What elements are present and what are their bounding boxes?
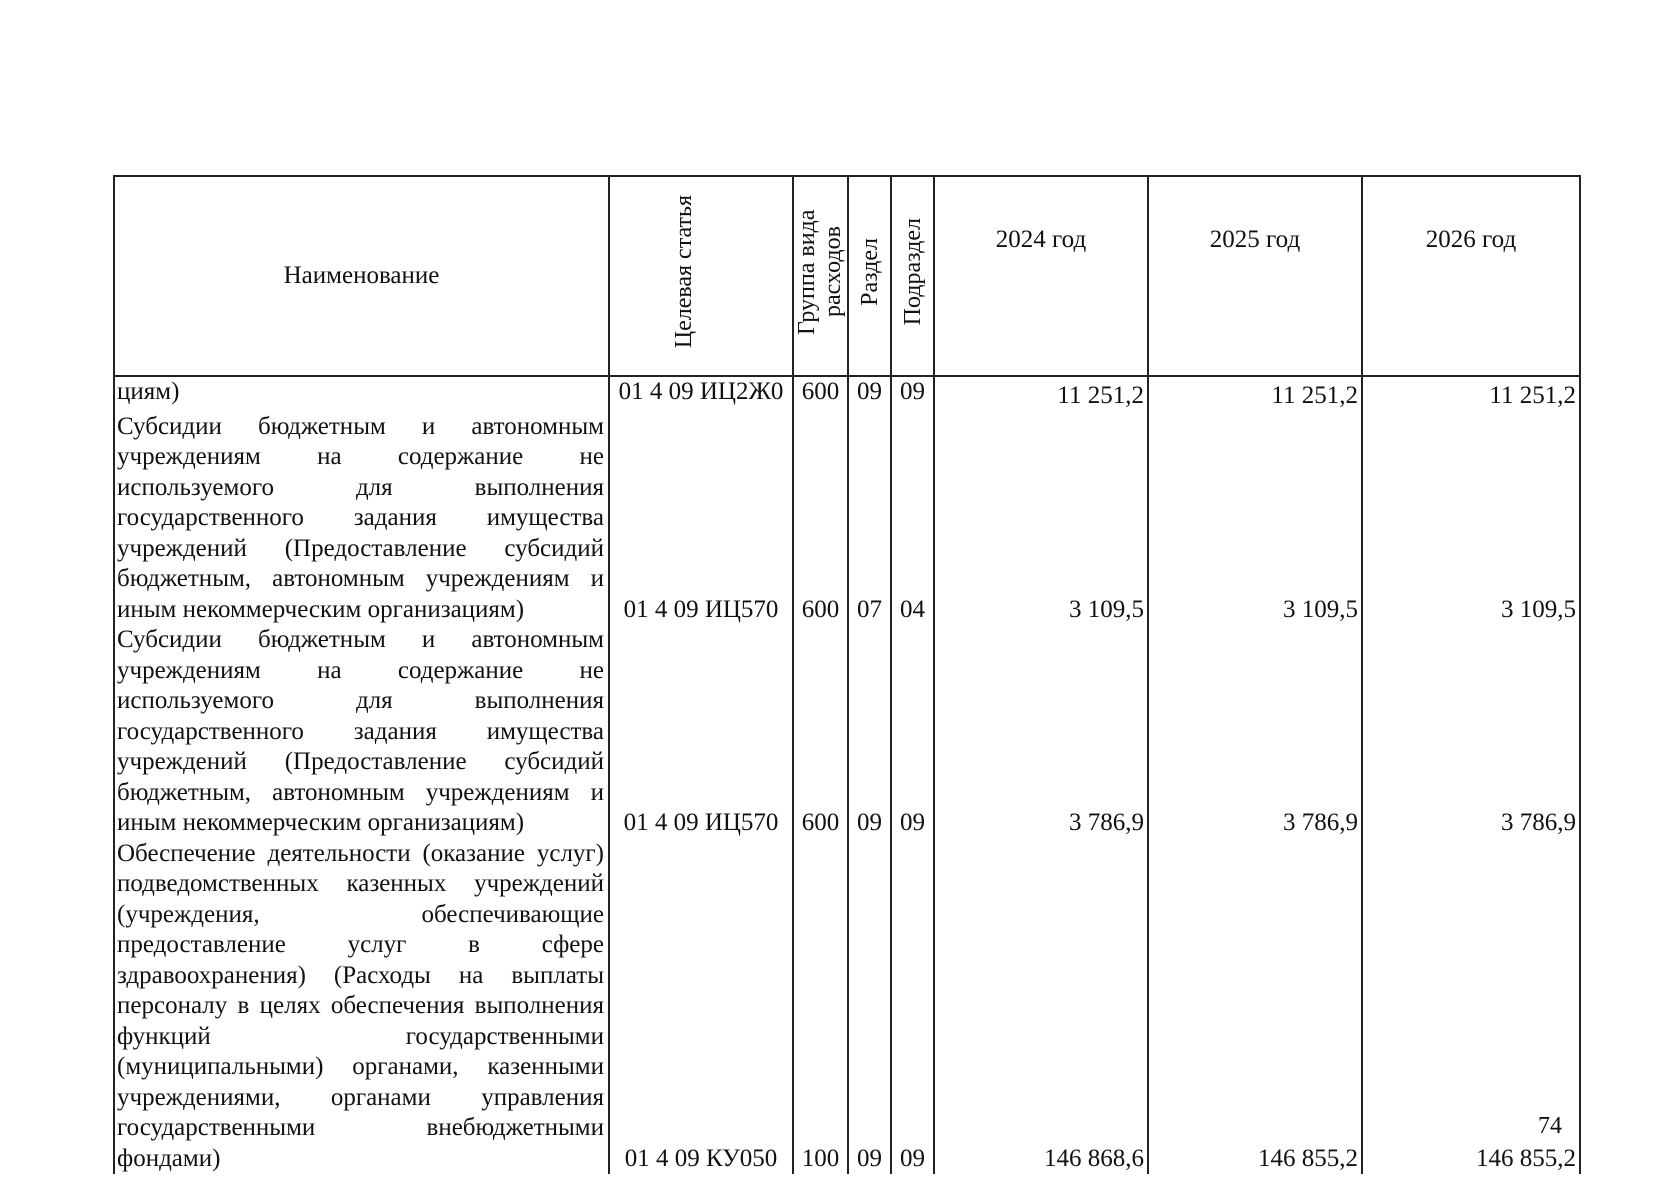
row-value-2024: 146 868,6: [934, 839, 1148, 1175]
budget-table: [113, 175, 1581, 1174]
header-name: Наименование: [114, 176, 609, 376]
table-header-row: [114, 176, 1580, 376]
row-section: 09: [848, 839, 891, 1175]
row-expense-group: 600: [793, 412, 848, 626]
row-subsection: 09: [891, 625, 934, 839]
row-expense-group: 600: [793, 625, 848, 839]
table-row: [114, 376, 1580, 412]
row-value-2024: 3 109,5: [934, 412, 1148, 626]
row-value-2024: 3 786,9: [934, 625, 1148, 839]
row-value-2025: 11 251,2: [1148, 376, 1362, 412]
row-target-article: 01 4 09 ИЦ2Ж0: [609, 376, 793, 412]
row-value-2026: 3 786,9: [1362, 625, 1580, 839]
row-expense-group: 600: [793, 376, 848, 412]
header-subsection: Подраздел: [891, 176, 934, 376]
row-subsection: 04: [891, 412, 934, 626]
table-row: [114, 625, 1580, 839]
row-value-2024: 11 251,2: [934, 376, 1148, 412]
row-value-2026: 11 251,2: [1362, 376, 1580, 412]
header-year-2026: 2026 год: [1362, 176, 1580, 376]
row-section: 09: [848, 625, 891, 839]
table-row: [114, 412, 1580, 626]
row-section: 07: [848, 412, 891, 626]
row-expense-group: 100: [793, 839, 848, 1175]
row-value-2025: 3 109,5: [1148, 412, 1362, 626]
row-target-article: 01 4 09 ИЦ570: [609, 625, 793, 839]
row-value-2026: 3 109,5: [1362, 412, 1580, 626]
row-name: Обеспечение деятельности (оказание услуг) подведомственных казенных учреждений (учреждения, обеспечивающие предоставление услуг в сфере здравоохранения) (Расходы на выплаты персоналу в целях обеспечения выполнения функций государственными (муниципальными) органами, казенными учреждениями, органами управления государственными внебюджетными фондами): [114, 839, 609, 1175]
header-section: Раздел: [848, 176, 891, 376]
table-row: [114, 839, 1580, 1175]
row-value-2025: 3 786,9: [1148, 625, 1362, 839]
header-expense-group: Группа вида расходов: [793, 176, 848, 376]
header-year-2025: 2025 год: [1148, 176, 1362, 376]
header-year-2024: 2024 год: [934, 176, 1148, 376]
row-target-article: 01 4 09 ИЦ570: [609, 412, 793, 626]
header-target-article: Целевая статья: [609, 176, 793, 376]
page-number: 74: [1538, 1113, 1562, 1139]
row-value-2025: 146 855,2: [1148, 839, 1362, 1175]
row-name: Субсидии бюджетным и автономным учреждениям на содержание не используемого для выполнения государственного задания имущества учреждений (Предоставление субсидий бюджетным, автономным учреждениям и иным некоммерческим организациям): [114, 412, 609, 626]
row-value-2026: 146 855,2: [1362, 839, 1580, 1175]
row-name: циям): [114, 376, 609, 412]
row-subsection: 09: [891, 376, 934, 412]
row-subsection: 09: [891, 839, 934, 1175]
row-name: Субсидии бюджетным и автономным учреждениям на содержание не используемого для выполнения государственного задания имущества учреждений (Предоставление субсидий бюджетным, автономным учреждениям и иным некоммерческим организациям): [114, 625, 609, 839]
row-target-article: 01 4 09 КУ050: [609, 839, 793, 1175]
row-section: 09: [848, 376, 891, 412]
